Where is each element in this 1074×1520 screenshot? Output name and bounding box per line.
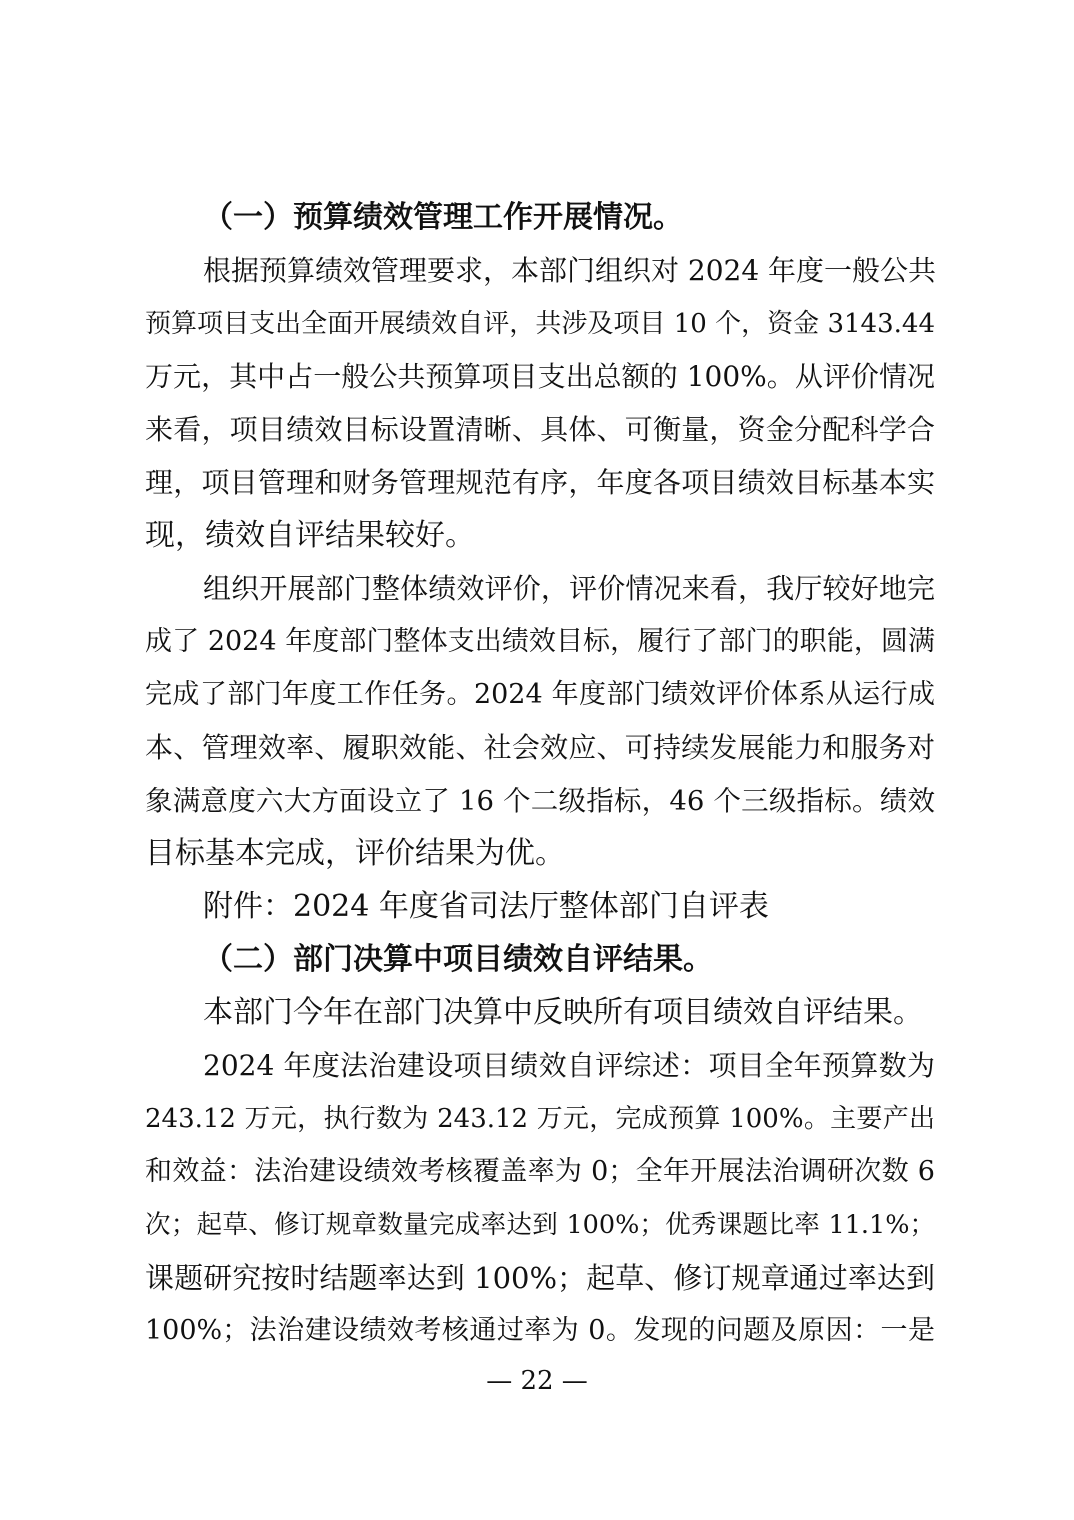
paragraph-line: 完成了部门年度工作任务。2024 年度部门绩效评价体系从运行成 — [145, 679, 935, 710]
paragraph-line: 成了 2024 年度部门整体支出绩效目标，履行了部门的职能，圆满 — [145, 626, 935, 657]
section-heading-1: （一）预算绩效管理工作开展情况。 — [203, 200, 683, 235]
paragraph-line: 现，绩效自评结果较好。 — [145, 518, 475, 553]
paragraph-line: 目标基本完成，评价结果为优。 — [145, 836, 565, 871]
page-number: — 22 — — [486, 1366, 588, 1396]
paragraph-line: 课题研究按时结题率达到 100%；起草、修订规章通过率达到 — [145, 1261, 935, 1295]
paragraph-line: 2024 年度法治建设项目绩效自评综述：项目全年预算数为 — [203, 1049, 935, 1082]
paragraph-line: 次；起草、修订规章数量完成率达到 100%；优秀课题比率 11.1%； — [145, 1210, 935, 1240]
paragraph-line: 本部门今年在部门决算中反映所有项目绩效自评结果。 — [203, 995, 923, 1030]
paragraph-line: 万元，其中占一般公共预算项目支出总额的 100%。从评价情况 — [145, 360, 935, 393]
section-heading-2: （二）部门决算中项目绩效自评结果。 — [203, 942, 713, 977]
paragraph-line: 组织开展部门整体绩效评价，评价情况来看，我厅较好地完 — [203, 572, 935, 605]
paragraph-line: 100%；法治建设绩效考核通过率为 0。发现的问题及原因：一是 — [145, 1315, 935, 1346]
paragraph-line: 根据预算绩效管理要求，本部门组织对 2024 年度一般公共 — [203, 254, 937, 287]
paragraph-line: 象满意度六大方面设立了 16 个二级指标，46 个三级指标。绩效 — [145, 785, 935, 817]
paragraph-line: 和效益：法治建设绩效考核覆盖率为 0；全年开展法治调研次数 6 — [145, 1156, 935, 1187]
attachment-line: 附件：2024 年度省司法厅整体部门自评表 — [203, 889, 769, 924]
paragraph-line: 243.12 万元，执行数为 243.12 万元，完成预算 100%。主要产出 — [145, 1104, 935, 1134]
paragraph-line: 理，项目管理和财务管理规范有序，年度各项目绩效目标基本实 — [145, 466, 935, 499]
paragraph-line: 本、管理效率、履职效能、社会效应、可持续发展能力和服务对 — [145, 731, 935, 764]
paragraph-line: 来看，项目绩效目标设置清晰、具体、可衡量，资金分配科学合 — [145, 413, 935, 446]
paragraph-line: 预算项目支出全面开展绩效自评，共涉及项目 10 个，资金 3143.44 — [145, 309, 935, 339]
